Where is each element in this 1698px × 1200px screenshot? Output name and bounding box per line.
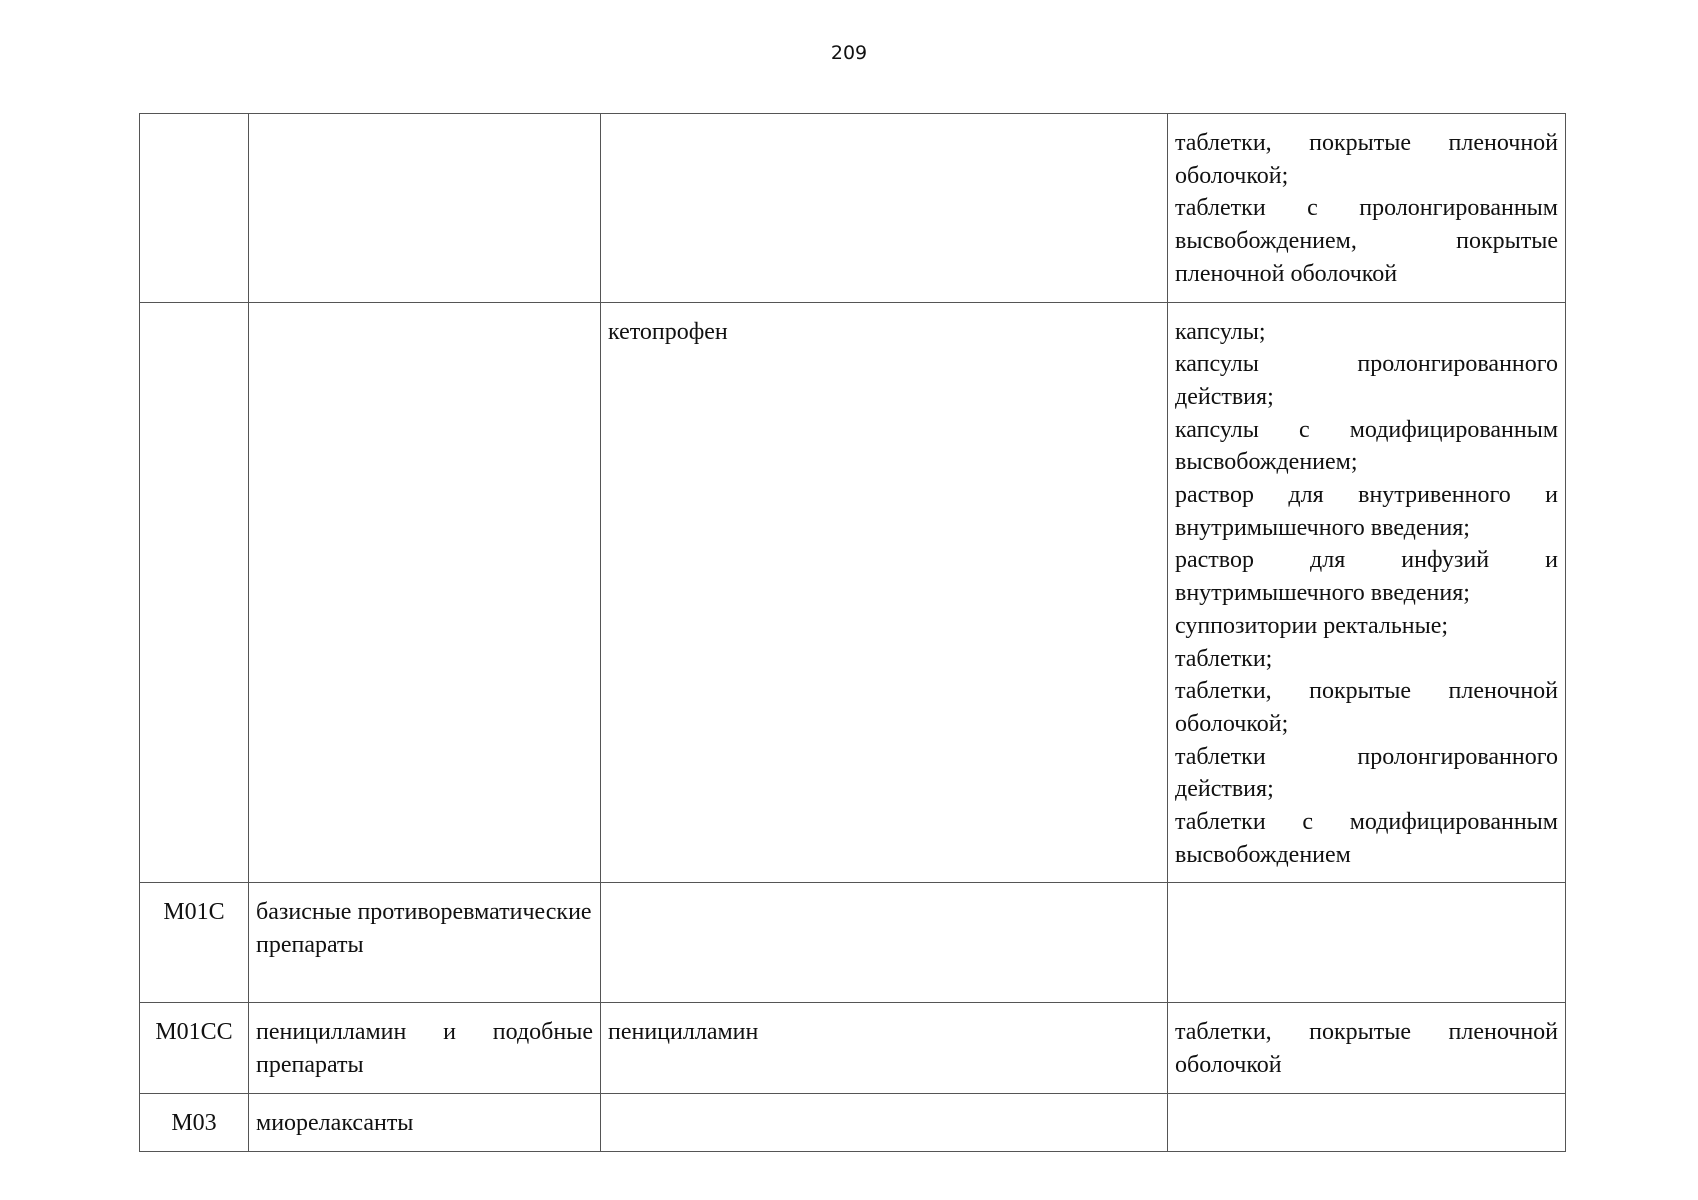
dosage-form-item: раствор для внутривенного и внутримышечного введения; xyxy=(1175,482,1558,541)
group-name-cell xyxy=(249,1003,601,1093)
dosage-form-item: таблетки; xyxy=(1175,645,1273,672)
table-row xyxy=(140,1093,1566,1151)
drug-name-cell: кетопрофен xyxy=(601,302,1168,883)
dosage-form-item: таблетки, покрытые пленочной оболочкой xyxy=(1175,1019,1558,1079)
group-name-cell xyxy=(249,302,601,883)
atc-code-cell: M01C xyxy=(140,883,249,1003)
dosage-form-item: раствор для инфузий и внутримышечного введения; xyxy=(1175,547,1558,607)
dosage-form-item: капсулы с модифицированным высвобождением; xyxy=(1175,416,1558,476)
atc-code-cell: M01CC xyxy=(140,1003,249,1093)
page-number: 209 xyxy=(830,42,868,64)
drug-name-cell xyxy=(601,114,1168,303)
table-row xyxy=(140,1003,1566,1093)
group-name-cell xyxy=(249,114,601,303)
table-row xyxy=(140,302,1566,883)
table-row xyxy=(140,883,1566,1003)
table-row xyxy=(140,114,1566,303)
drug-name-cell: пеницилламин xyxy=(601,1003,1168,1093)
group-name-cell: миорелаксанты xyxy=(249,1093,601,1151)
dosage-form-item: таблетки с пролонгированным высвобождением, покрытые пленочной оболочкой xyxy=(1175,195,1558,287)
drug-table xyxy=(139,113,1566,1152)
drug-name-cell xyxy=(601,1093,1168,1151)
atc-code-cell xyxy=(140,302,249,883)
dosage-forms-cell xyxy=(1168,114,1566,303)
atc-code-cell xyxy=(140,114,249,303)
dosage-forms-cell xyxy=(1168,1003,1566,1093)
dosage-form-item: таблетки пролонгированного действия; xyxy=(1175,743,1558,803)
group-name-text: пеницилламин и подобные препараты xyxy=(256,1019,593,1079)
dosage-form-item: таблетки, покрытые пленочной оболочкой; xyxy=(1175,130,1558,189)
dosage-form-item: капсулы пролонгированного действия; xyxy=(1175,351,1558,410)
group-name-cell: базисные противоревматические препараты xyxy=(249,883,601,1003)
dosage-form-item: таблетки, покрытые пленочной оболочкой; xyxy=(1175,678,1558,737)
dosage-form-item: таблетки с модифицированным высвобождением xyxy=(1175,809,1558,868)
dosage-form-item: суппозитории ректальные; xyxy=(1175,612,1449,639)
atc-code-cell: M03 xyxy=(140,1093,249,1151)
dosage-form-item: капсулы; xyxy=(1175,318,1266,345)
drug-name-cell xyxy=(601,883,1168,1003)
dosage-forms-cell xyxy=(1168,883,1566,1003)
dosage-forms-cell xyxy=(1168,1093,1566,1151)
dosage-forms-cell xyxy=(1168,302,1566,883)
